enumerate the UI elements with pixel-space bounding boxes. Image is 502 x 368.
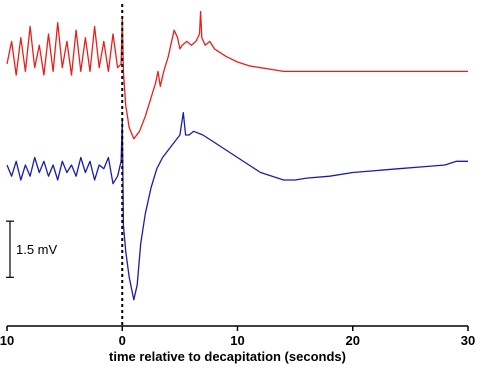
series-line-1 — [7, 12, 468, 139]
x-tick-label: 20 — [345, 333, 360, 348]
scale-bar-label: 1.5 mV — [16, 242, 58, 258]
scale-bar — [6, 221, 58, 277]
x-axis-ticks — [0, 326, 475, 348]
x-tick-label: 30 — [460, 333, 476, 348]
x-tick-label: 10 — [0, 333, 15, 348]
x-tick-label: 10 — [230, 333, 245, 348]
series-line-2 — [7, 113, 468, 300]
x-axis-title: time relative to decapitation (seconds) — [109, 349, 346, 364]
series-layer — [7, 12, 468, 300]
x-tick-label: 0 — [118, 333, 126, 348]
